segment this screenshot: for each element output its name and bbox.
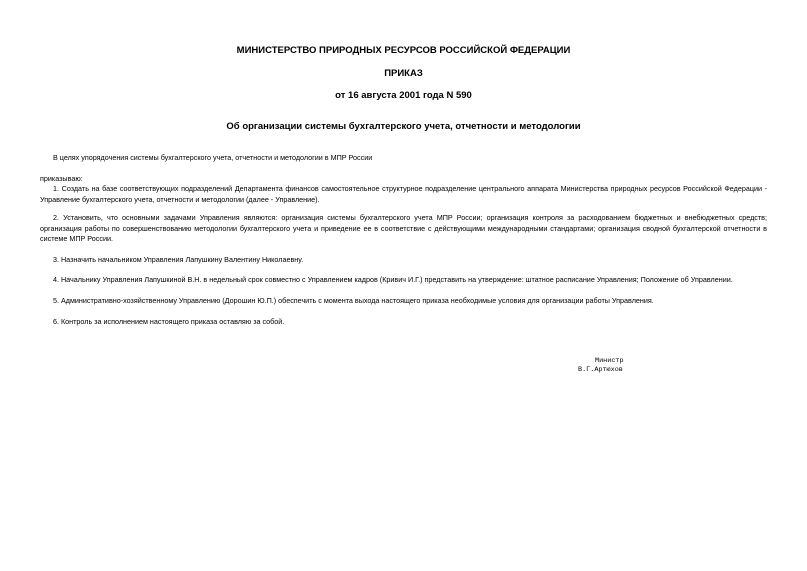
order-item-3: 3. Назначить начальником Управления Лапушкину Валентину Николаевну. [53, 255, 304, 264]
date-number-heading: от 16 августа 2001 года N 590 [335, 90, 472, 101]
preamble-paragraph: В целях упорядочения системы бухгалтерского учета, отчетности и методологии в МПР России [53, 153, 373, 162]
order-item-1: 1. Создать на базе соответствующих подразделений Департамента финансов самостоятельное структурное подразделение центрального аппарата Министерства природных ресурсов Российской Федерации - Управление бухгалтерского учета, отчетности и методологии (далее - Управление). [40, 184, 767, 204]
signature-title: Министр [595, 357, 624, 365]
order-item-5: 5. Административно-хозяйственному Управлению (Дорошин Ю.П.) обеспечить с момента выхода настоящего приказа необходимые условия для организации работы Управления. [53, 296, 654, 305]
document-type-heading: ПРИКАЗ [384, 68, 423, 79]
order-item-4: 4. Начальнику Управления Лапушкиной В.Н. в недельный срок совместно с Управлением кадров (Кривич И.Г.) представить на утверждение: штатное расписание Управления; Положение об Управлении. [53, 275, 733, 284]
ministry-heading: МИНИСТЕРСТВО ПРИРОДНЫХ РЕСУРСОВ РОССИЙСКОЙ ФЕДЕРАЦИИ [236, 45, 571, 56]
order-word: приказываю: [40, 174, 83, 183]
signature-name: В.Г.Артюхов [578, 366, 623, 374]
order-item-2: 2. Установить, что основными задачами Управления являются: организация системы бухгалтерского учета МПР России; организация контроля за расходованием бюджетных и внебюджетных средств; организация работы по совершенствованию методологии бухгалтерского учета и приведение ее в соответствие с действующими международными стандартами; организация сводной бухгалтерской отчетности в системе МПР России. [40, 213, 767, 243]
order-item-6: 6. Контроль за исполнением настоящего приказа оставляю за собой. [53, 317, 285, 326]
subject-heading: Об организации системы бухгалтерского учета, отчетности и методологии [226, 121, 581, 132]
